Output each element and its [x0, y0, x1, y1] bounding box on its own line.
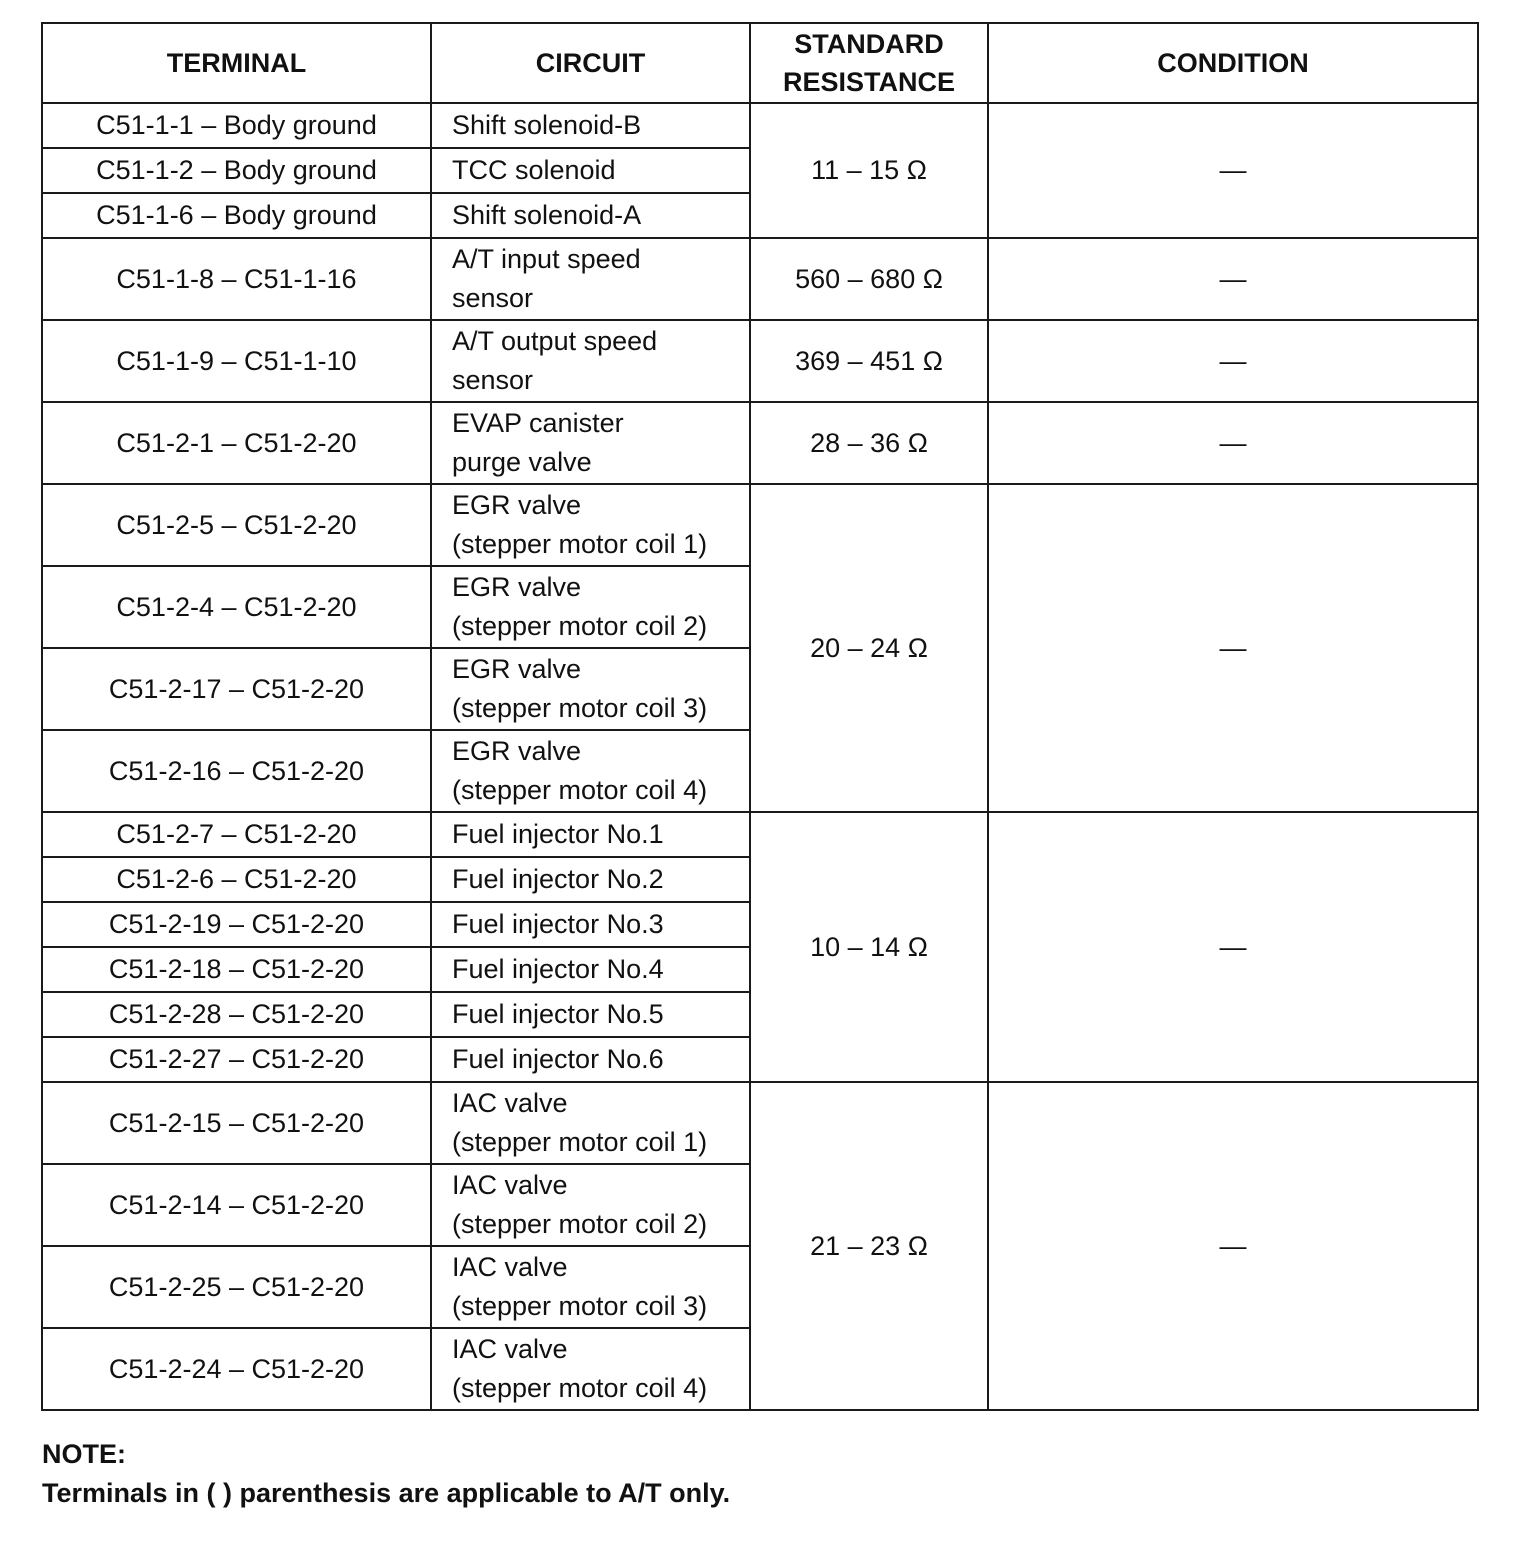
terminal-header: TERMINAL [42, 23, 431, 103]
circuit-line: (stepper motor coil 2) [452, 611, 708, 641]
circuit-line: TCC solenoid [452, 155, 616, 185]
terminal-cell: C51-2-17 – C51-2-20 [42, 648, 431, 730]
circuit-cell [431, 193, 750, 238]
circuit-line: sensor [452, 365, 534, 395]
standard-resistance-cell: 21 – 23 Ω [750, 1082, 988, 1410]
circuit-line: Shift solenoid-A [452, 200, 642, 230]
condition-cell: — [988, 812, 1478, 1082]
terminal-cell: C51-2-24 – C51-2-20 [42, 1328, 431, 1410]
terminal-cell: C51-2-16 – C51-2-20 [42, 730, 431, 812]
circuit-cell [431, 1164, 750, 1246]
circuit-cell [431, 238, 750, 320]
circuit-line: Fuel injector No.6 [452, 1044, 664, 1074]
circuit-line: (stepper motor coil 2) [452, 1209, 708, 1239]
circuit-cell [431, 992, 750, 1037]
condition-cell: — [988, 238, 1478, 320]
table-row [42, 402, 1478, 484]
circuit-line: (stepper motor coil 3) [452, 693, 708, 723]
circuit-cell [431, 566, 750, 648]
standard-resistance-cell: 560 – 680 Ω [750, 238, 988, 320]
terminal-cell: C51-2-14 – C51-2-20 [42, 1164, 431, 1246]
circuit-cell [431, 857, 750, 902]
circuit-line: EGR valve [452, 572, 582, 602]
circuit-cell [431, 648, 750, 730]
header-row [42, 23, 1478, 103]
table-row [42, 103, 1478, 148]
terminal-cell: C51-2-1 – C51-2-20 [42, 402, 431, 484]
terminal-cell: C51-1-1 – Body ground [42, 103, 431, 148]
circuit-line: Fuel injector No.4 [452, 954, 664, 984]
standard-resistance-header-line1: STANDARD [794, 29, 944, 59]
circuit-line: EGR valve [452, 490, 582, 520]
resistance-spec-table [41, 22, 1479, 1411]
circuit-line: EVAP canister [452, 408, 624, 438]
terminal-cell: C51-1-9 – C51-1-10 [42, 320, 431, 402]
note-text: Terminals in ( ) parenthesis are applicable to A/T only. [42, 1478, 731, 1508]
terminal-cell: C51-1-8 – C51-1-16 [42, 238, 431, 320]
circuit-cell [431, 103, 750, 148]
circuit-cell [431, 947, 750, 992]
circuit-line: Fuel injector No.2 [452, 864, 664, 894]
condition-cell: — [988, 320, 1478, 402]
circuit-cell [431, 1082, 750, 1164]
table-row [42, 1082, 1478, 1164]
circuit-cell [431, 812, 750, 857]
circuit-line: Shift solenoid-B [452, 110, 642, 140]
terminal-cell: C51-2-5 – C51-2-20 [42, 484, 431, 566]
condition-cell: — [988, 484, 1478, 812]
terminal-cell: C51-2-15 – C51-2-20 [42, 1082, 431, 1164]
terminal-cell: C51-2-19 – C51-2-20 [42, 902, 431, 947]
standard-resistance-cell: 20 – 24 Ω [750, 484, 988, 812]
terminal-cell: C51-2-7 – C51-2-20 [42, 812, 431, 857]
standard-resistance-cell: 28 – 36 Ω [750, 402, 988, 484]
standard-resistance-cell: 11 – 15 Ω [750, 103, 988, 238]
standard-resistance-cell: 369 – 451 Ω [750, 320, 988, 402]
circuit-line: IAC valve [452, 1252, 568, 1282]
circuit-line: A/T input speed [452, 244, 641, 274]
table-row [42, 320, 1478, 402]
standard-resistance-header [750, 23, 988, 103]
circuit-line: (stepper motor coil 3) [452, 1291, 708, 1321]
condition-cell: — [988, 1082, 1478, 1410]
circuit-cell [431, 484, 750, 566]
circuit-line: (stepper motor coil 4) [452, 775, 708, 805]
circuit-cell [431, 730, 750, 812]
circuit-line: Fuel injector No.5 [452, 999, 664, 1029]
circuit-line: A/T output speed [452, 326, 658, 356]
circuit-line: EGR valve [452, 654, 582, 684]
circuit-line: sensor [452, 283, 534, 313]
terminal-cell: C51-2-4 – C51-2-20 [42, 566, 431, 648]
circuit-line: Fuel injector No.3 [452, 909, 664, 939]
circuit-cell [431, 402, 750, 484]
circuit-line: (stepper motor coil 4) [452, 1373, 708, 1403]
circuit-cell [431, 148, 750, 193]
condition-header: CONDITION [988, 23, 1478, 103]
circuit-line: IAC valve [452, 1170, 568, 1200]
circuit-line: IAC valve [452, 1334, 568, 1364]
circuit-header: CIRCUIT [431, 23, 750, 103]
terminal-cell: C51-1-2 – Body ground [42, 148, 431, 193]
terminal-cell: C51-2-6 – C51-2-20 [42, 857, 431, 902]
circuit-cell [431, 1037, 750, 1082]
terminal-cell: C51-2-25 – C51-2-20 [42, 1246, 431, 1328]
circuit-cell [431, 1246, 750, 1328]
table-row [42, 812, 1478, 857]
table-row [42, 238, 1478, 320]
condition-cell: — [988, 103, 1478, 238]
standard-resistance-cell: 10 – 14 Ω [750, 812, 988, 1082]
standard-resistance-header-line2: RESISTANCE [782, 67, 956, 97]
circuit-line: Fuel injector No.1 [452, 819, 664, 849]
circuit-line: (stepper motor coil 1) [452, 1127, 708, 1157]
table-body [42, 103, 1478, 1410]
terminal-cell: C51-2-27 – C51-2-20 [42, 1037, 431, 1082]
circuit-cell [431, 1328, 750, 1410]
circuit-line: IAC valve [452, 1088, 568, 1118]
circuit-cell [431, 902, 750, 947]
circuit-cell [431, 320, 750, 402]
circuit-line: EGR valve [452, 736, 582, 766]
terminal-cell: C51-2-28 – C51-2-20 [42, 992, 431, 1037]
terminal-cell: C51-1-6 – Body ground [42, 193, 431, 238]
circuit-line: purge valve [452, 447, 592, 477]
terminal-cell: C51-2-18 – C51-2-20 [42, 947, 431, 992]
table-row [42, 484, 1478, 566]
circuit-line: (stepper motor coil 1) [452, 529, 708, 559]
note-label: NOTE: [42, 1439, 126, 1469]
condition-cell: — [988, 402, 1478, 484]
